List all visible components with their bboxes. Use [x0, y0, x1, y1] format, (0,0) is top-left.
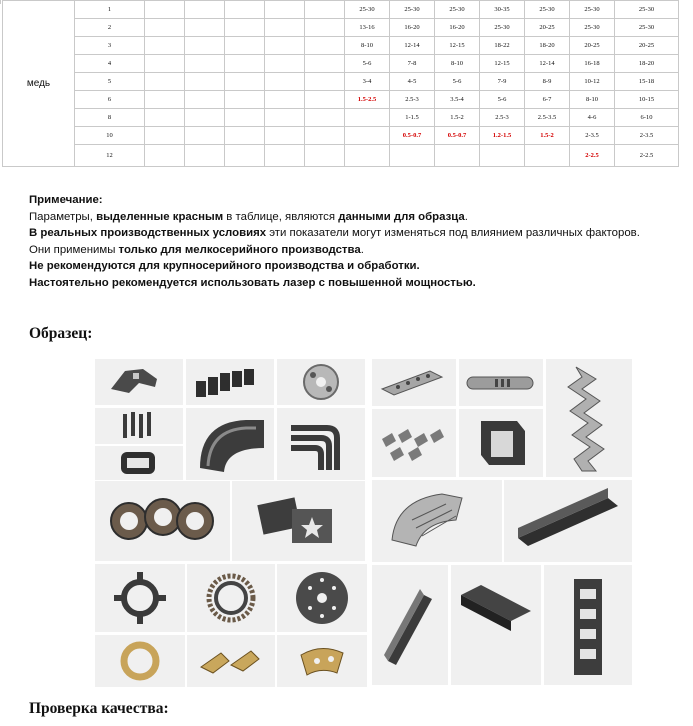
notes-line-2: В реальных производственных условиях эти показатели могут изменяться под влиянием различных факторов.: [29, 227, 640, 240]
speed-value-cell: [480, 145, 525, 167]
sample-photo-channel: [504, 480, 632, 562]
sample-photo-ring-clamps: [95, 481, 230, 561]
speed-value-cell: 5-6: [435, 73, 480, 91]
empty-cell: [145, 145, 185, 167]
empty-cell: [305, 73, 345, 91]
sample-photo-bent-strips: [277, 408, 365, 480]
speed-value-cell: 1-1.5: [390, 109, 435, 127]
speed-value-cell: 2-2.5: [615, 145, 679, 167]
thickness-cell: 8: [75, 109, 145, 127]
speed-value-cell: 2-2.5: [570, 145, 615, 167]
sample-photo-tube: [459, 359, 543, 406]
sample-photo-star-plates: [232, 481, 365, 561]
speed-value-cell: [390, 145, 435, 167]
table-row: [3, 1, 679, 19]
empty-cell: [145, 37, 185, 55]
speed-value-cell: 10-12: [570, 73, 615, 91]
speed-value-cell: 8-10: [435, 55, 480, 73]
speed-value-cell: 25-30: [570, 19, 615, 37]
speed-value-cell: 16-20: [390, 19, 435, 37]
empty-cell: [145, 1, 185, 19]
empty-cell: [225, 19, 265, 37]
speed-value-cell: [345, 145, 390, 167]
sample-photo-brass-ring: [95, 635, 185, 687]
empty-cell: [225, 73, 265, 91]
speed-value-cell: 2.5-3: [480, 109, 525, 127]
speed-value-cell: 16-18: [570, 55, 615, 73]
table-row: [3, 145, 679, 167]
empty-cell: [225, 91, 265, 109]
speed-value-cell: 1.5-2: [435, 109, 480, 127]
speed-value-cell: 1.5-2: [525, 127, 570, 145]
speed-value-cell: 12-15: [435, 37, 480, 55]
speed-value-cell: 2-3.5: [615, 127, 679, 145]
speed-value-cell: 0.5-0.7: [390, 127, 435, 145]
empty-cell: [265, 1, 305, 19]
speed-value-cell: 6-7: [525, 91, 570, 109]
table-row: [3, 127, 679, 145]
speed-value-cell: 25-30: [570, 1, 615, 19]
sample-photo-perforated-part: [372, 359, 456, 406]
speed-value-cell: 8-9: [525, 73, 570, 91]
empty-cell: [305, 19, 345, 37]
empty-cell: [185, 37, 225, 55]
notes-line-1: Параметры, выделенные красным в таблице, являются данными для образца.: [29, 210, 468, 223]
speed-value-cell: 6-10: [615, 109, 679, 127]
speed-value-cell: 13-16: [345, 19, 390, 37]
sample-photo-brass-bracket: [277, 635, 367, 687]
sample-photo-perforated-disc: [277, 564, 367, 632]
speed-value-cell: 5-6: [480, 91, 525, 109]
speed-value-cell: 20-25: [525, 19, 570, 37]
empty-cell: [225, 37, 265, 55]
notes-title: Примечание:: [29, 194, 103, 206]
table-row: [3, 91, 679, 109]
empty-cell: [145, 91, 185, 109]
empty-cell: [305, 37, 345, 55]
speed-value-cell: [435, 145, 480, 167]
notes-line-3: Они применимы только для мелкосерийного производства.: [29, 243, 364, 256]
sample-photo-lattice-column: [544, 565, 632, 685]
sample-photo-chain-pattern: [546, 359, 632, 477]
thickness-cell: 3: [75, 37, 145, 55]
speed-value-cell: 2.5-3.5: [525, 109, 570, 127]
empty-cell: [185, 145, 225, 167]
speed-value-cell: 25-30: [480, 19, 525, 37]
empty-cell: [265, 37, 305, 55]
speed-value-cell: 25-30: [615, 1, 679, 19]
speed-value-cell: 1.2-1.5: [480, 127, 525, 145]
sample-photo-rack: [95, 408, 183, 444]
speed-value-cell: 2-3.5: [570, 127, 615, 145]
speed-value-cell: [345, 109, 390, 127]
speed-value-cell: 18-20: [615, 55, 679, 73]
empty-cell: [185, 91, 225, 109]
speed-value-cell: 5-6: [345, 55, 390, 73]
empty-cell: [265, 127, 305, 145]
empty-cell: [305, 109, 345, 127]
empty-cell: [265, 145, 305, 167]
empty-cell: [185, 1, 225, 19]
speed-value-cell: 25-30: [525, 1, 570, 19]
empty-cell: [145, 73, 185, 91]
thickness-cell: 2: [75, 19, 145, 37]
speed-value-cell: 16-20: [435, 19, 480, 37]
empty-cell: [305, 145, 345, 167]
speed-value-cell: 18-20: [525, 37, 570, 55]
speed-value-cell: 2.5-3: [390, 91, 435, 109]
speed-value-cell: [525, 145, 570, 167]
cutting-parameters-table: [2, 0, 679, 167]
table-row: [3, 55, 679, 73]
speed-value-cell: 12-15: [480, 55, 525, 73]
table-row: [3, 19, 679, 37]
empty-cell: [145, 127, 185, 145]
empty-cell: [225, 127, 265, 145]
speed-value-cell: [345, 127, 390, 145]
empty-cell: [145, 55, 185, 73]
speed-value-cell: 4-6: [570, 109, 615, 127]
speed-value-cell: 12-14: [390, 37, 435, 55]
thickness-cell: 4: [75, 55, 145, 73]
speed-value-cell: 1.5-2.5: [345, 91, 390, 109]
sample-photo-angle-bar: [372, 565, 448, 685]
speed-value-cell: 25-30: [615, 19, 679, 37]
speed-value-cell: 0.5-0.7: [435, 127, 480, 145]
table-row: [3, 37, 679, 55]
empty-cell: [265, 109, 305, 127]
speed-value-cell: 25-30: [345, 1, 390, 19]
empty-cell: [185, 55, 225, 73]
empty-cell: [185, 73, 225, 91]
sample-photo-disc: [277, 359, 365, 405]
empty-cell: [305, 127, 345, 145]
speed-value-cell: 30-35: [480, 1, 525, 19]
empty-cell: [265, 19, 305, 37]
empty-cell: [185, 127, 225, 145]
sample-photo-flower-plate: [95, 564, 185, 632]
sample-photo-bracket: [95, 359, 183, 405]
sample-photo-blocks: [186, 359, 274, 405]
speed-value-cell: 8-10: [345, 37, 390, 55]
empty-cell: [225, 1, 265, 19]
empty-cell: [185, 19, 225, 37]
empty-cell: [225, 109, 265, 127]
sample-photo-curved-plate: [186, 408, 274, 480]
empty-cell: [265, 91, 305, 109]
sample-photo-box-frame: [459, 409, 543, 477]
speed-value-cell: 3-4: [345, 73, 390, 91]
empty-cell: [145, 109, 185, 127]
empty-cell: [145, 19, 185, 37]
empty-cell: [265, 73, 305, 91]
sample-photo-mesh-bracket: [372, 480, 502, 562]
thickness-cell: 6: [75, 91, 145, 109]
table-row: [3, 109, 679, 127]
empty-cell: [225, 145, 265, 167]
empty-cell: [265, 55, 305, 73]
sample-photo-clip: [95, 446, 183, 480]
speed-value-cell: 15-18: [615, 73, 679, 91]
sample-photo-sprocket: [187, 564, 275, 632]
speed-value-cell: 7-9: [480, 73, 525, 91]
speed-value-cell: 10-15: [615, 91, 679, 109]
notes-line-5: Настоятельно рекомендуется использовать лазер с повышенной мощностью.: [29, 276, 476, 289]
speed-value-cell: 18-22: [480, 37, 525, 55]
speed-value-cell: 4-5: [390, 73, 435, 91]
empty-cell: [185, 109, 225, 127]
empty-cell: [225, 55, 265, 73]
speed-value-cell: 20-25: [615, 37, 679, 55]
speed-value-cell: 20-25: [570, 37, 615, 55]
speed-value-cell: 8-10: [570, 91, 615, 109]
thickness-cell: 1: [75, 1, 145, 19]
sample-heading: Образец:: [29, 325, 93, 342]
speed-value-cell: 12-14: [525, 55, 570, 73]
sample-photo-small-parts: [372, 409, 456, 477]
thickness-cell: 12: [75, 145, 145, 167]
sample-photo-brass-clips: [187, 635, 275, 687]
notes-line-4: Не рекомендуются для крупносерийного производства и обработки.: [29, 260, 420, 273]
speed-value-cell: 7-8: [390, 55, 435, 73]
sample-photo-i-beam: [451, 565, 541, 685]
speed-value-cell: 3.5-4: [435, 91, 480, 109]
empty-cell: [305, 91, 345, 109]
empty-cell: [305, 1, 345, 19]
material-cell: медь: [3, 1, 75, 167]
notes-block: [29, 192, 689, 292]
quality-heading: Проверка качества:: [29, 700, 169, 717]
thickness-cell: 10: [75, 127, 145, 145]
speed-value-cell: 25-30: [435, 1, 480, 19]
thickness-cell: 5: [75, 73, 145, 91]
speed-value-cell: 25-30: [390, 1, 435, 19]
sample-gallery: [95, 359, 632, 688]
empty-cell: [305, 55, 345, 73]
table-row: [3, 73, 679, 91]
